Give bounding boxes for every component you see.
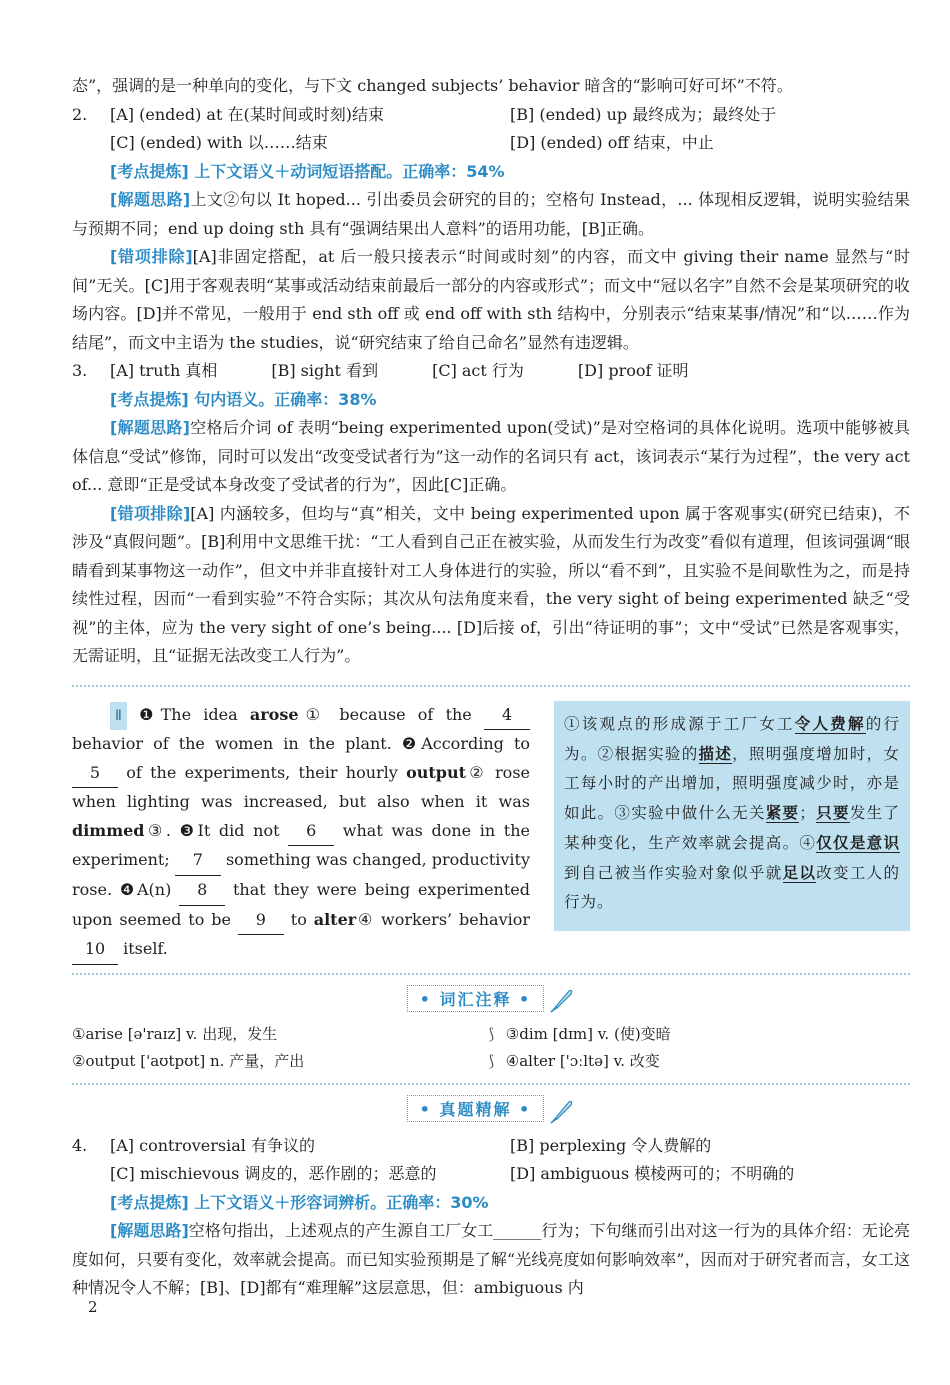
zhenti-title: • 真题精解 • xyxy=(407,1095,545,1122)
trans-t4u2: 足以 xyxy=(782,862,817,882)
blank-7: 7 xyxy=(175,846,221,876)
q4-option-c: [C] mischievous 调皮的，恶作剧的；恶意的 xyxy=(110,1164,437,1184)
vocab-col-left xyxy=(72,1021,476,1075)
blank-8: 8 xyxy=(179,876,225,906)
trans-t1b: 的行为。②根据实验的 xyxy=(564,714,900,763)
q2-option-c: [C] (ended) with 以……结束 xyxy=(110,133,328,152)
blank-4: 4 xyxy=(484,701,530,731)
q3-cuoxiang-tag: [错项排除] xyxy=(110,503,191,523)
q2-cuoxiang-tag: [错项排除] xyxy=(110,247,193,266)
trans-t4b: 到自己被当作实验对象似乎就 xyxy=(564,863,783,882)
q3-jieti-tag: [解题思路] xyxy=(110,418,190,437)
q3-number: 3. xyxy=(72,361,88,380)
vocab-section-title xyxy=(72,985,910,1014)
q2-number: 2. xyxy=(72,104,88,124)
trans-t3u: 紧要 xyxy=(765,802,800,822)
q3-cuoxiang xyxy=(72,500,910,671)
passage-s4e: itself. xyxy=(118,939,168,959)
q3-option-d: [D] proof 证明 xyxy=(577,361,689,380)
blank-6: 6 xyxy=(288,817,334,847)
q3-option-b: [B] sight 看到 xyxy=(271,361,379,380)
passage-text xyxy=(72,701,530,965)
vocab-word-dimmed: dimmed xyxy=(72,820,145,840)
q3-cuoxiang-text: [A] 内涵较多，但均与“真”相关，文中 being experimented upon 属于客观事实(研究已结束)，不涉及“真假问题”。[B]利用中文思维干扰：“工人看到自己正在被实验，从而发生行为改变”看似有道理，但该词强调“眼睛看到某事物这一动作”，但文中并非直接针对工人身体进行的实验，所以“看不到”，且实验不是间歇性为之，而是持续性过程，因而“一看到实验”不符合实际；其次从句法角度来看，the very sight of being experimented 缺乏“受视”的主体，应为 the very sight of one’s being.... [D]后接 of，引出“待证明的事”；文中“受试”已然是客观事实，无需证明，且“证据无法改变工人行为”。 xyxy=(72,503,910,665)
q4-number: 4. xyxy=(72,1135,88,1155)
passage-s2c: ② rose when lighting was increased, but also when it was xyxy=(72,762,530,812)
passage-s2b: of the experiments, their hourly xyxy=(118,762,407,782)
vocab-col-right xyxy=(506,1021,910,1075)
trans-t1u: 令人费解 xyxy=(794,713,866,733)
q4-jieti-tag: [解题思路] xyxy=(110,1221,189,1241)
q4-options-row1 xyxy=(72,1132,910,1161)
q3-kaodian: [考点提炼] 句内语义。正确率：38% xyxy=(110,389,377,409)
divider-2 xyxy=(72,973,910,975)
q2-option-d: [D] (ended) off 结束，中止 xyxy=(510,133,714,152)
q4-jieti-text: 空格句指出，上述观点的产生源自工厂女工______行为；下句继而引出对这一行为的具体介绍：无论亮度如何，只要有变化，效率就会提高。而已知实验预期是了解“光线亮度如何影响效率”，因而对于研究者而言，女工这种情况令人不解；[B]、[D]都有“难理解”这层意思，但：ambiguous 内 xyxy=(72,1221,910,1298)
trans-t1: ①该观点的形成源于工厂女工 xyxy=(564,714,795,733)
trans-t3c: 发生了某种变化，生产效率就会提高。④ xyxy=(564,803,900,852)
divider-3 xyxy=(72,1083,910,1085)
q3-option-a: [A] truth 真相 xyxy=(110,361,218,380)
passage-s2a: ❷According to xyxy=(401,734,531,754)
q2-option-b: [B] (ended) up 最终成为；最终处于 xyxy=(510,104,777,124)
passage-s3b: what was done in the experiment; xyxy=(72,820,530,870)
vocab-item-output: ②output ['aʊtpʊt] n. 产量，产出 xyxy=(72,1052,305,1071)
trans-t2b: ，照明强度增加时，女工每小时的产出增加，照明强度减少时，亦是如此。③实验中做什么无关 xyxy=(564,744,900,822)
vocab-word-alter: alter xyxy=(313,909,357,929)
passage-s4d: ④ workers’ behavior xyxy=(356,909,531,929)
passage-s2d: ③. xyxy=(144,820,180,840)
q2-cuoxiang xyxy=(72,243,910,357)
q2-option-a: [A] (ended) at 在(某时间或时刻)结束 xyxy=(110,104,384,124)
passage-s4a: ❹A(n) xyxy=(119,880,180,900)
blank-5: 5 xyxy=(72,759,118,789)
page-number: 2 xyxy=(88,1298,98,1316)
q4-jieti xyxy=(72,1217,910,1303)
trans-t3b: ； xyxy=(799,803,816,822)
quill-icon xyxy=(549,1098,575,1124)
q3-jieti xyxy=(72,414,910,500)
q2-kaodian: [考点提炼] 上下文语义＋动词短语搭配。正确率：54% xyxy=(110,161,505,181)
divider xyxy=(72,685,910,687)
zhenti-section-title xyxy=(72,1095,910,1124)
trans-t3u2: 只要 xyxy=(815,802,850,822)
blank-10: 10 xyxy=(72,935,118,965)
passage-s1b: ① because of the xyxy=(298,704,485,724)
q2-jieti xyxy=(72,186,910,243)
passage-s3c: something was changed, productivity rose. xyxy=(72,850,530,900)
blank-9: 9 xyxy=(238,906,284,936)
passage-s1a: ❶The idea xyxy=(139,704,250,724)
trans-t2u: 描述 xyxy=(698,743,733,763)
vocab-title: • 词汇注释 • xyxy=(407,985,545,1012)
q3-jieti-text: 空格后介词 of 表明“being experimented upon(受试)”是对空格词的具体化说明。选项中能够被具体信息“受试”修饰，同时可以发出“改变受试者行为”这一动作的名词只有 act，该词表示“某行为过程”，the very act of... 意即“正是受试本身改变了受试者的行为”，因此[C]正确。 xyxy=(72,418,910,494)
translation-box xyxy=(554,701,910,931)
trans-t4c: 改变工人的行为。 xyxy=(564,863,900,911)
q2-jieti-text: 上文②句以 It hoped... 引出委员会研究的目的；空格句 Instead，... 体现相反逻辑，说明实验结果与预期不同；end up doing sth 具有“强调结果出人意料”的语用功能，[B]正确。 xyxy=(72,190,910,238)
q2-cuoxiang-text: [A]非固定搭配，at 后一般只接表示“时间或时刻”的内容，而文中 giving their name 显然与“时间”无关。[C]用于客观表明“某事或活动结束前最后一部分的内容或形式”；而文中“冠以名字”自然不会是某项研究的收场内容。[D]并不常见，一般用于 end sth off 或 end off with sth 结构中，分别表示“结束某事/情况”和“以……作为结尾”，而文中主语为 the studies，说“研究结束了给自己命名”显然有违逻辑。 xyxy=(72,247,910,352)
passage-s1c: behavior of the women in the plant. xyxy=(72,734,402,754)
passage-section xyxy=(72,701,910,965)
q3-option-c: [C] act 行为 xyxy=(432,361,524,380)
q4-option-d: [D] ambiguous 模棱两可的；不明确的 xyxy=(510,1164,795,1184)
passage-s4b: that they were being experimented upon seemed to be xyxy=(72,880,530,929)
vocab-word-output: output xyxy=(406,762,467,782)
q2-options-row2 xyxy=(72,129,910,158)
q3-options-row xyxy=(72,357,910,386)
q4-option-b: [B] perplexing 令人费解的 xyxy=(510,1135,712,1155)
vocab-separator: ⟆ ⟆ xyxy=(488,1025,494,1071)
intro-line: 态”，强调的是一种单向的变化，与下文 changed subjects’ behavior 暗含的“影响可好可坏”不符。 xyxy=(72,76,793,95)
passage-s4c: to xyxy=(283,909,314,929)
quill-icon xyxy=(549,987,575,1013)
q2-jieti-tag: [解题思路] xyxy=(110,190,191,209)
trans-t4u: 仅仅是意识 xyxy=(816,832,900,852)
section-roman-numeral: Ⅱ xyxy=(110,702,127,731)
q4-kaodian: [考点提炼] 上下文语义＋形容词辨析。正确率：30% xyxy=(110,1192,489,1212)
q4-options-row2 xyxy=(72,1160,910,1189)
q2-options-row1 xyxy=(72,101,910,130)
q4-option-a: [A] controversial 有争议的 xyxy=(110,1135,315,1155)
vocab-item-arise: ①arise [ə'raɪz] v. 出现，发生 xyxy=(72,1025,278,1044)
vocab-item-alter: ④alter ['ɔːltə] v. 改变 xyxy=(505,1052,660,1071)
passage-s3a: ❸It did not xyxy=(179,820,289,840)
vocab-list xyxy=(72,1021,910,1075)
page-content xyxy=(72,72,910,1303)
vocab-item-dim: ③dim [dɪm] v. (使)变暗 xyxy=(505,1025,671,1044)
vocab-word-arise: arose xyxy=(249,704,299,724)
